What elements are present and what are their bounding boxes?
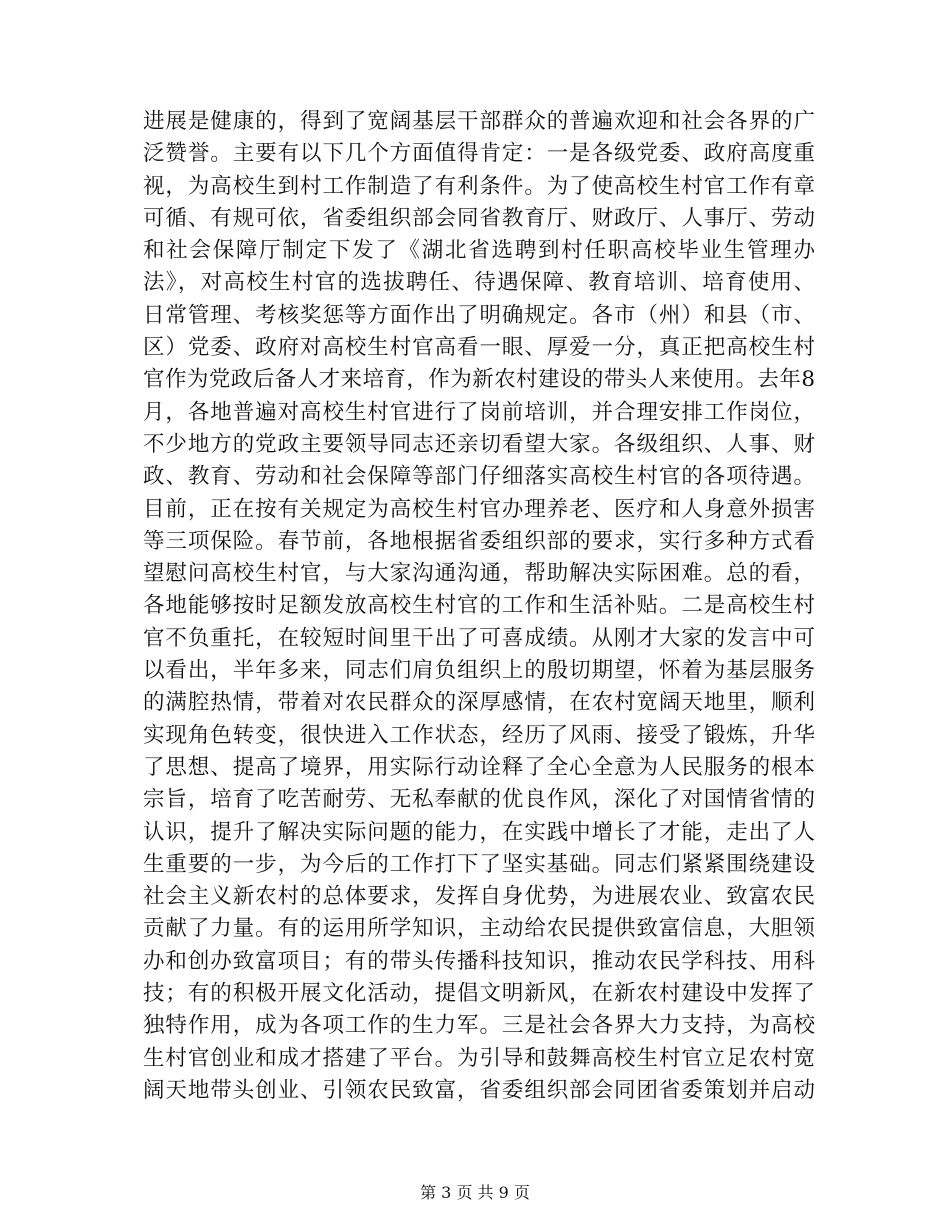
text-line: 政、教育、劳动和社会保障等部门仔细落实高校生村官的各项待遇。 — [143, 464, 815, 490]
text-line: 官不负重托，在较短时间里干出了可喜成绩。从刚才大家的发言中可 — [143, 625, 815, 651]
text-line: 以看出，半年多来，同志们肩负组织上的殷切期望，怀着为基层服务 — [143, 658, 815, 684]
text-line: 进展是健康的，得到了宽阔基层干部群众的普遍欢迎和社会各界的广 — [143, 109, 815, 134]
text-line: 独特作用，成为各项工作的生力军。三是社会各界大力支持，为高校 — [143, 1013, 815, 1039]
body-text — [143, 106, 815, 1107]
text-line: 等三项保险。春节前，各地根据省委组织部的要求，实行多种方式看 — [143, 528, 815, 554]
text-line: 实现角色转变，很快进入工作状态，经历了风雨、接受了锻炼，升华 — [143, 722, 815, 748]
text-line: 日常管理、考核奖惩等方面作出了明确规定。各市（州）和县（市、 — [143, 302, 815, 328]
text-line: 目前，正在按有关规定为高校生村官办理养老、医疗和人身意外损害 — [143, 496, 815, 522]
page-number: 第 3 页 共 9 页 — [420, 1183, 530, 1202]
text-line: 和社会保障厅制定下发了《湖北省选聘到村任职高校毕业生管理办 — [143, 238, 815, 264]
text-line: 各地能够按时足额发放高校生村官的工作和生活补贴。二是高校生村 — [143, 593, 815, 619]
text-line: 社会主义新农村的总体要求，发挥自身优势，为进展农业、致富农民 — [143, 884, 815, 910]
text-line: 生村官创业和成才搭建了平台。为引导和鼓舞高校生村官立足农村宽 — [143, 1045, 815, 1071]
text-line: 泛赞誉。主要有以下几个方面值得肯定：一是各级党委、政府高度重 — [143, 141, 815, 167]
text-line: 办和创办致富项目；有的带头传播科技知识，推动农民学科技、用科 — [143, 948, 815, 974]
text-line: 望慰问高校生村官，与大家沟通沟通，帮助解决实际困难。总的看， — [143, 561, 815, 587]
text-line: 了思想、提高了境界，用实际行动诠释了全心全意为人民服务的根本 — [143, 754, 815, 780]
text-line: 技；有的积极开展文化活动，提倡文明新风，在新农村建设中发挥了 — [143, 981, 815, 1007]
text-line: 宗旨，培育了吃苦耐劳、无私奉献的优良作风，深化了对国情省情的 — [143, 787, 815, 813]
text-line: 视，为高校生到村工作制造了有利条件。为了使高校生村官工作有章 — [143, 173, 815, 199]
page-footer — [0, 1183, 950, 1203]
text-line: 区）党委、政府对高校生村官高看一眼、厚爱一分，真正把高校生村 — [143, 335, 815, 361]
text-line: 贡献了力量。有的运用所学知识，主动给农民提供致富信息，大胆领 — [143, 916, 815, 942]
text-line: 不少地方的党政主要领导同志还亲切看望大家。各级组织、人事、财 — [143, 431, 815, 457]
text-line: 的满腔热情，带着对农民群众的深厚感情，在农村宽阔天地里，顺利 — [143, 690, 815, 716]
text-line: 官作为党政后备人才来培育，作为新农村建设的带头人来使用。去年8 — [143, 367, 815, 393]
text-line: 月，各地普遍对高校生村官进行了岗前培训，并合理安排工作岗位， — [143, 399, 815, 425]
text-line: 可循、有规可依，省委组织部会同省教育厅、财政厅、人事厅、劳动 — [143, 205, 815, 231]
text-line: 法》，对高校生村官的选拔聘任、待遇保障、教育培训、培育使用、 — [143, 270, 815, 296]
text-line: 生重要的一步，为今后的工作打下了坚实基础。同志们紧紧围绕建设 — [143, 851, 815, 877]
text-line: 阔天地带头创业、引领农民致富，省委组织部会同团省委策划并启动 — [143, 1077, 815, 1103]
text-line: 认识，提升了解决实际问题的能力，在实践中增长了才能，走出了人 — [143, 819, 815, 845]
